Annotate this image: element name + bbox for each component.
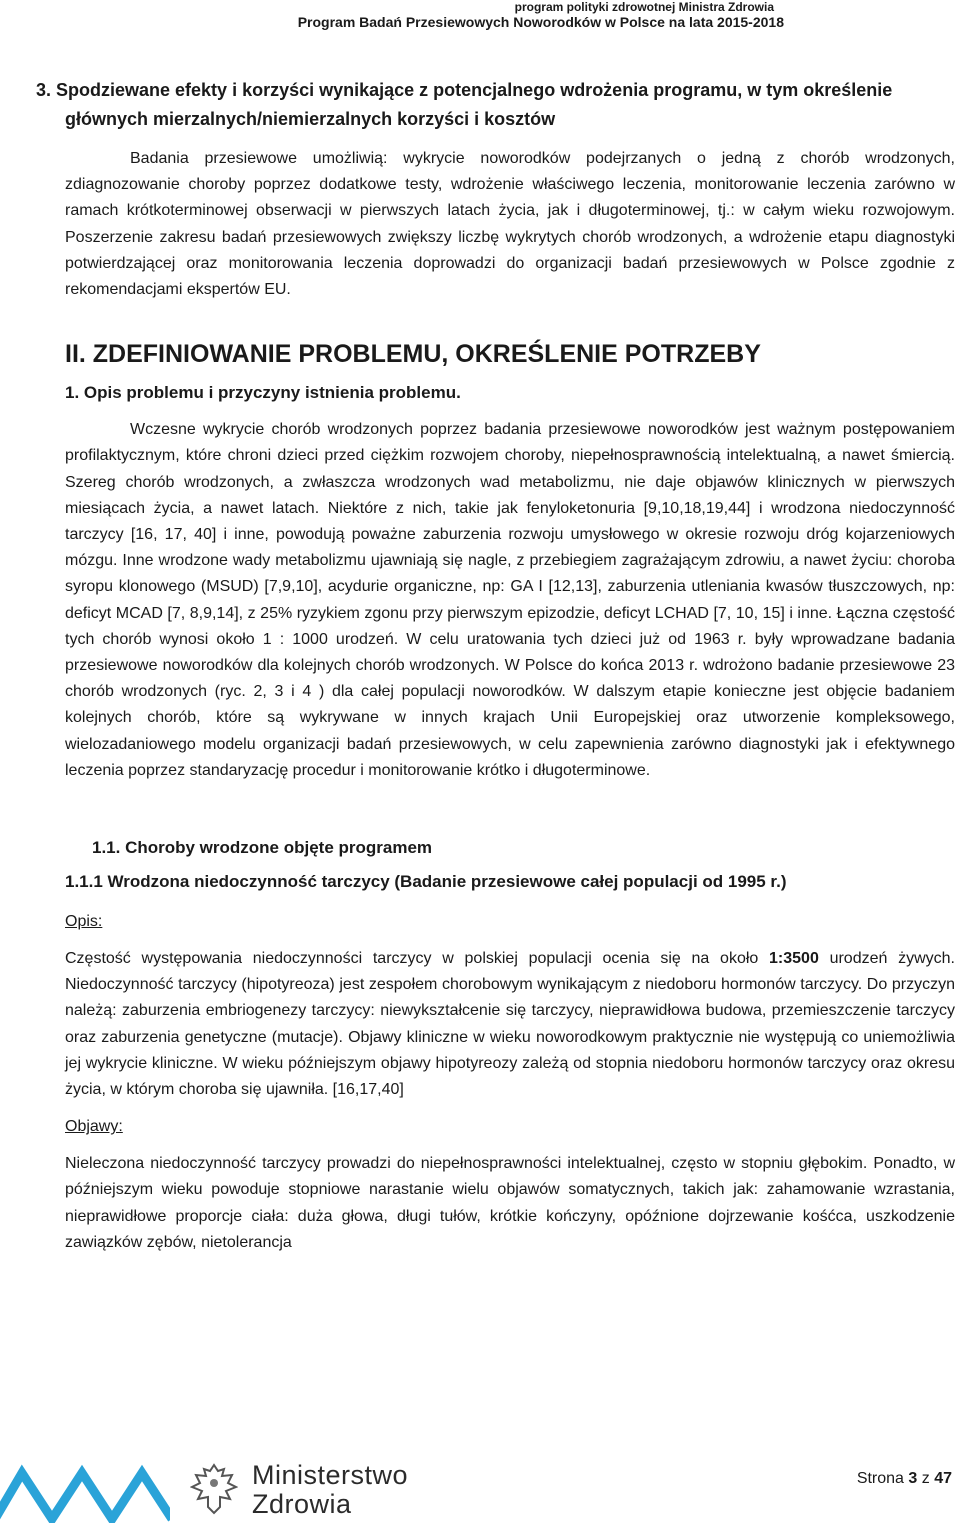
section-3-heading: 3. Spodziewane efekty i korzyści wynikające z potencjalnego wdrożenia programu, w tym określenie głównych mierzalnych/niemierzalnych korzyści i kosztów (36, 80, 893, 129)
opis-text-start: Częstość występowania niedoczynności tarczycy w polskiej populacji ocenia się na około (65, 950, 770, 968)
opis-paragraph (65, 946, 955, 1103)
mz-wave-logo-icon (0, 1459, 170, 1523)
page-current: 3 (908, 1470, 918, 1487)
page-total: 47 (934, 1470, 952, 1487)
polish-eagle-emblem-icon (190, 1461, 238, 1517)
opis-text-rest: urodzeń żywych. Niedoczynność tarczycy (hipotyreoza) jest zespołem chorobowym wynikającym z niedoboru hormonów tarczycy. Do przyczyn należą: zaburzenia embriogenezy tarczycy: niewykształcenie się tarczycy, nieprawidłowa budowa, przemieszczenie tarczycy oraz zaburzenia genetyczne (mutacje). Objawy kliniczne w wieku noworodkowym praktycznie nie występują co uniemożliwia jej wykrycie kliniczne. W wieku późniejszym objawy hipotyreozy zależą od stopnia niedoboru hormonów tarczycy oraz okresu życia, w którym choroba się ujawniła. [16,17,40] (65, 950, 956, 1099)
ministry-logo-text (252, 1461, 408, 1519)
section-II-heading: II. ZDEFINIOWANIE PROBLEMU, OKREŚLENIE POTRZEBY (65, 340, 761, 369)
logo-line-1: Ministerstwo (252, 1460, 409, 1490)
header-program-type: program polityki zdrowotnej Ministra Zdrowia (514, 0, 774, 14)
objawy-paragraph: Nieleczona niedoczynność tarczycy prowadzi do niepełnosprawności intelektualnej, często w stopniu głębokim. Ponadto, w późniejszym wieku powoduje stopniowe narastanie wielu objawów somatycznych, takich jak: zahamowanie wzrastania, nieprawidłowe proporcje ciała: duża głowa, długi tułów, krótkie kończyny, opóźnione dojrzewanie kośćca, uszkodzenie zawiązków zębów, nietolerancja (65, 1155, 955, 1251)
page-separator: z (917, 1470, 935, 1487)
section-1-1-heading: 1.1. Choroby wrodzone objęte programem (92, 838, 433, 858)
incidence-ratio: 1:3500 (769, 950, 819, 968)
section-1-subheading: 1. Opis problemu i przyczyny istnienia problemu. (65, 383, 461, 403)
header-program-title: Program Badań Przesiewowych Noworodków w Polsce na lata 2015-2018 (297, 14, 784, 30)
section-1-paragraph: Wczesne wykrycie chorób wrodzonych poprzez badania przesiewowe noworodków jest ważnym postępowaniem profilaktycznym, które chroni dzieci przed ciężkim rozwojem choroby, niepełnosprawnością intelektualną, a nawet śmiercią. Szereg chorób wrodzonych, a zwłaszcza wrodzonych wad metabolizmu, nie daje objawów klinicznych w pierwszych miesiącach życia, a nawet latach. Niektóre z nich, takie jak fenyloketonuria [9,10,18,19,44] i wrodzona niedoczynność tarczycy [16, 17, 40] i inne, powodują poważne zaburzenia rozwoju umysłowego w okresie rozwoju dróg kojarzeniowych mózgu. Inne wrodzone wady metabolizmu ujawniają się nagle, z przebiegiem zagrażającym zdrowiu, a nawet życiu: choroba syropu klonowego (MSUD) [7,9,10], acydurie organiczne, np: GA I [12,13], zaburzenia utleniania kwasów tłuszczowych, np: deficyt MCAD [7, 8,9,14], z 25% ryzykiem zgonu przy pierwszym epizodzie, deficyt LCHAD [7, 10, 15] i inne. Łączna częstość tych chorób wynosi około 1 : 1000 urodzeń. W celu uratowania tych dzieci już od 1963 r. były wprowadzane badania przesiewowe noworodków dla kolejnych chorób wrodzonych. W Polsce do końca 2013 r. wdrożono badanie przesiewowe 23 chorób wrodzonych (ryc. 2, 3 i 4 ) dla całej populacji noworodków. W dalszym etapie konieczne jest objęcie badaniem kolejnych chorób, które są wykrywane w innych krajach Unii Europejskiej oraz utworzenie kompleksowego, wielozadaniowego modelu organizacji badań przesiewowych, w celu zapewnienia zarówno diagnostyki jak i efektywnego leczenia poprzez standaryzację procedur i monitorowanie krótko i długoterminowe. (65, 421, 955, 779)
section-3-paragraph: Badania przesiewowe umożliwią: wykrycie noworodków podejrzanych o jedną z chorób wrodzonych, zdiagnozowanie choroby poprzez dodatkowe testy, wdrożenie właściwego leczenia, monitorowanie leczenia zarówno w ramach krótkoterminowej obserwacji w pierwszych latach życia, jak i długoterminowej, tj.: w całym wieku rozwojowym. Poszerzenie zakresu badań przesiewowych zwiększy liczbę wykrytych chorób wrodzonych, a wdrożenie etapu diagnostyki potwierdzającej oraz monitorowania leczenia doprowadzi do organizacji badań przesiewowych w Polsce zgodnie z rekomendacjami ekspertów EU. (65, 150, 955, 299)
page-number (857, 1470, 952, 1488)
page-footer (0, 1455, 960, 1523)
document-body (36, 76, 956, 1256)
logo-line-2: Zdrowia (252, 1489, 352, 1519)
opis-label: Opis: (65, 913, 103, 931)
section-1-1-1-heading: 1.1.1 Wrodzona niedoczynność tarczycy (Badanie przesiewowe całej populacji od 1995 r.) (65, 872, 787, 892)
page-prefix: Strona (856, 1470, 909, 1487)
objawy-label: Objawy: (65, 1118, 123, 1136)
